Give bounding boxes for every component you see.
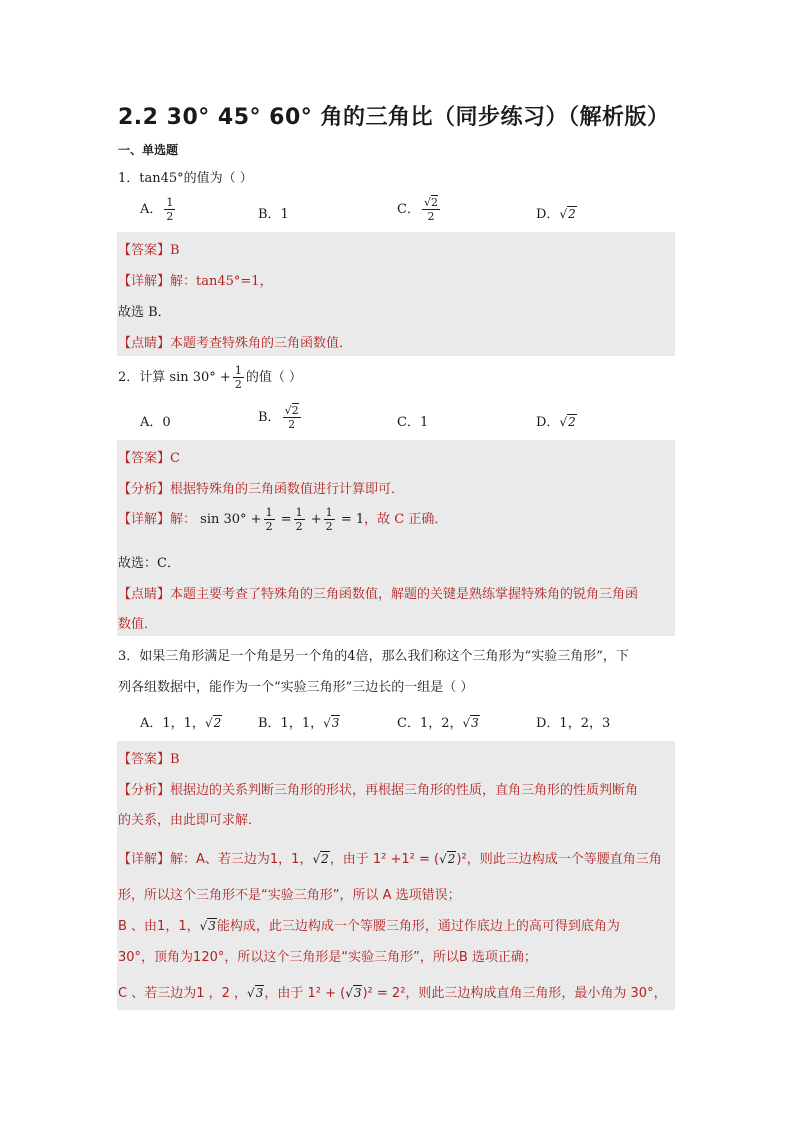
q1-option-b[interactable]: B．1 [258,207,289,222]
fraction: $\frac{√2}{2}$ [423,196,438,223]
question-3-stem-line2: 列各组数据中，能作为一个“实验三角形”三边长的一组是（ ） [118,680,474,695]
q2-option-a[interactable]: A．0 [140,415,171,430]
q2-option-c[interactable]: C．1 [397,415,429,430]
question-1-stem: 1．tan45°的值为（ ） [118,171,253,186]
q2-option-d[interactable]: D．√2 [536,415,576,430]
q2-solution-box [117,440,675,636]
fraction: $\frac{1}{2}$ [166,196,174,223]
sqrt: √2 [559,207,576,221]
question-3-stem-line1: 3．如果三角形满足一个角是另一个角的4倍，那么我们称这个三角形为“实验三角形”，下 [118,649,629,664]
q2-point-cont: 数值． [118,617,158,632]
q3-detail-a2: 形，所以这个三角形不是“实验三角形”，所以 A 选项错误； [118,888,461,903]
q3-detail-b1: B 、由1，1，√3能构成，此三边构成一个等腰三角形，通过作底边上的高可得到底角为 [118,919,620,934]
q1-conclusion: 故选 B． [118,305,171,320]
q2-analysis: 【分析】根据特殊角的三角函数值进行计算即可． [118,482,405,497]
q3-detail-b2: 30°，顶角为120°，所以这个三角形是“实验三角形”，所以B 选项正确； [118,950,537,965]
q3-detail-a1: 【详解】解：A、若三边为1，1，√2，由于 1² +1² = (√2)²，则此三边构成一个等腰直角三角 [118,852,662,867]
q1-option-a[interactable]: A． $\frac{1}{2}$ [140,196,174,223]
q1-option-d[interactable]: D．√2 [536,207,576,222]
q3-answer: 【答案】B [118,752,180,767]
q1-option-c[interactable]: C． $\frac{√2}{2}$ [397,196,438,223]
q2-detail: 【详解】解： sin 30° + $\frac{1}{2}$ = $\frac{1}{2}$ + $\frac{1}{2}$ = 1，故 C 正确． [118,506,448,533]
q1-detail: 【详解】解：tan45°=1， [118,274,273,289]
q1-point: 【点睛】本题考查特殊角的三角函数值． [118,336,353,351]
q3-option-b[interactable]: B．1，1，√3 [258,716,340,731]
q3-option-a[interactable]: A．1，1，√2 [140,716,222,731]
q3-option-c[interactable]: C．1，2，√3 [397,716,479,731]
q2-point: 【点睛】本题主要考查了特殊角的三角函数值，解题的关键是熟练掌握特殊角的锐角三角函 [118,587,639,602]
question-2-stem: 2．计算 sin 30° + $\frac{1}{2}$ 的值（ ） [118,364,302,391]
q2-conclusion: 故选：C． [118,556,180,571]
q3-option-d[interactable]: D．1，2，3 [536,716,611,731]
q3-detail-c1: C 、若三边为1 ，2 ，√3，由于 1² + (√3)² = 2²，则此三边构成直角三角形，最小角为 30°， [118,986,667,1001]
q3-analysis-cont: 的关系，由此即可求解． [118,813,262,828]
q2-answer: 【答案】C [118,451,180,466]
q1-answer: 【答案】B [118,243,180,258]
q2-option-b[interactable]: B． $\frac{√2}{2}$ [258,404,299,431]
q3-analysis: 【分析】根据边的关系判断三角形的形状，再根据三角形的性质，直角三角形的性质判断角 [118,783,639,798]
section-heading: 一、单选题 [118,143,179,157]
page-title: 2.2 30° 45° 60° 角的三角比（同步练习）（解析版） [118,105,670,130]
